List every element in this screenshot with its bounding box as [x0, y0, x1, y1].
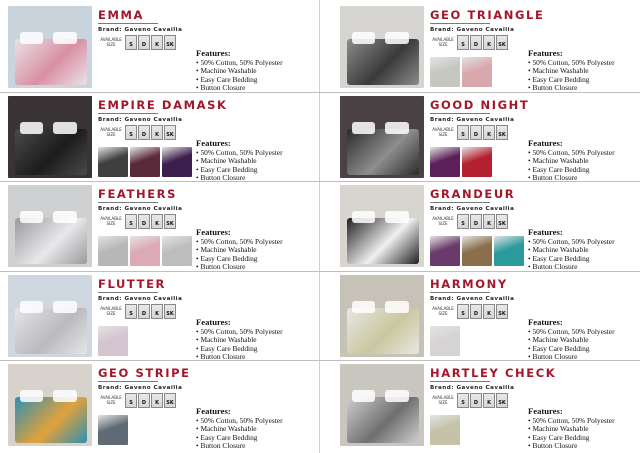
available-size-label: AVAILABLE SIZE	[100, 395, 122, 405]
size-options	[125, 304, 176, 319]
size-options	[125, 125, 176, 140]
colour-variant-thumbnails	[98, 147, 192, 177]
feature-item: • Machine Washable	[528, 336, 640, 345]
features-block	[528, 49, 640, 92]
feature-item: • Machine Washable	[528, 67, 640, 76]
bedroom-photo[interactable]	[8, 96, 92, 178]
feature-item: • 50% Cotton, 50% Polyester	[196, 328, 316, 337]
product-title: HARTLEY CHECK	[430, 366, 557, 380]
feature-item: • 50% Cotton, 50% Polyester	[528, 59, 640, 68]
colour-variant-thumbnail[interactable]	[430, 326, 460, 356]
colour-variant-thumbnail[interactable]	[98, 326, 128, 356]
colour-variant-thumbnails	[430, 326, 460, 356]
feature-item: • Button Closure	[196, 84, 316, 92]
feature-item: • Easy Care Bedding	[196, 345, 316, 354]
available-size-label: AVAILABLE SIZE	[100, 306, 122, 316]
product-card[interactable]	[340, 185, 640, 271]
product-title: EMPIRE DAMASK	[98, 98, 228, 112]
feature-item: • 50% Cotton, 50% Polyester	[196, 59, 316, 68]
feature-item: • 50% Cotton, 50% Polyester	[196, 417, 316, 426]
column-divider	[319, 0, 320, 453]
colour-variant-thumbnail[interactable]	[462, 147, 492, 177]
feature-item: • 50% Cotton, 50% Polyester	[528, 149, 640, 158]
row-divider	[0, 92, 640, 93]
feature-item: • Button Closure	[528, 442, 640, 450]
colour-variant-thumbnails	[430, 415, 460, 445]
features-block	[528, 318, 640, 361]
feature-item: • Easy Care Bedding	[528, 255, 640, 264]
size-option[interactable]: SK	[496, 304, 508, 319]
feature-item: • Easy Care Bedding	[528, 76, 640, 85]
product-card[interactable]	[8, 96, 316, 182]
size-option[interactable]: K	[151, 393, 163, 408]
features-heading: Features:	[196, 48, 231, 58]
brand-label: Brand: Gaveno Cavailia	[430, 296, 515, 302]
feature-item: • Button Closure	[196, 353, 316, 361]
size-option[interactable]: SK	[164, 393, 176, 408]
colour-variant-thumbnail[interactable]	[430, 147, 460, 177]
product-title: EMMA	[98, 8, 145, 22]
features-heading: Features:	[196, 406, 231, 416]
size-option[interactable]: D	[470, 214, 482, 229]
product-card[interactable]	[8, 6, 316, 92]
features-list	[196, 59, 316, 93]
size-options	[457, 214, 508, 229]
product-card[interactable]	[8, 364, 316, 450]
title-underline	[98, 381, 158, 382]
feature-item: • 50% Cotton, 50% Polyester	[528, 238, 640, 247]
colour-variant-thumbnail[interactable]	[162, 147, 192, 177]
features-block	[196, 407, 316, 450]
product-title: GOOD NIGHT	[430, 98, 530, 112]
feature-item: • Machine Washable	[196, 157, 316, 166]
feature-item: • Easy Care Bedding	[196, 255, 316, 264]
features-list	[196, 417, 316, 451]
size-option[interactable]: D	[138, 35, 150, 50]
feature-item: • Button Closure	[196, 263, 316, 271]
brand-label: Brand: Gaveno Cavailia	[98, 117, 183, 123]
feature-item: • Machine Washable	[528, 157, 640, 166]
feature-item: • 50% Cotton, 50% Polyester	[196, 149, 316, 158]
features-heading: Features:	[528, 227, 563, 237]
product-title: GEO STRIPE	[98, 366, 191, 380]
size-option[interactable]: SK	[164, 125, 176, 140]
colour-variant-thumbnail[interactable]	[494, 236, 524, 266]
features-heading: Features:	[196, 317, 231, 327]
size-option[interactable]: K	[483, 393, 495, 408]
title-underline	[98, 113, 158, 114]
feature-item: • Machine Washable	[528, 246, 640, 255]
product-card[interactable]	[340, 96, 640, 182]
available-size-label: AVAILABLE SIZE	[432, 127, 454, 137]
features-block	[196, 49, 316, 92]
size-option[interactable]: K	[151, 304, 163, 319]
size-option[interactable]: K	[151, 125, 163, 140]
features-list	[528, 328, 640, 362]
product-title: HARMONY	[430, 277, 508, 291]
title-underline	[98, 202, 158, 203]
brand-label: Brand: Gaveno Cavailia	[98, 27, 183, 33]
colour-variant-thumbnails	[430, 236, 524, 266]
bedroom-photo[interactable]	[340, 6, 424, 88]
colour-variant-thumbnails	[98, 236, 192, 266]
available-size-label: AVAILABLE SIZE	[100, 127, 122, 137]
features-block	[528, 407, 640, 450]
size-option[interactable]: S	[125, 304, 137, 319]
row-divider	[0, 271, 640, 272]
product-card[interactable]	[340, 275, 640, 361]
size-option[interactable]: K	[151, 214, 163, 229]
features-heading: Features:	[528, 48, 563, 58]
brand-label: Brand: Gaveno Cavailia	[98, 296, 183, 302]
feature-item: • 50% Cotton, 50% Polyester	[528, 328, 640, 337]
features-list	[196, 328, 316, 362]
size-options	[457, 125, 508, 140]
feature-item: • Easy Care Bedding	[528, 166, 640, 175]
bedroom-photo[interactable]	[8, 185, 92, 267]
feature-item: • 50% Cotton, 50% Polyester	[196, 238, 316, 247]
size-option[interactable]: S	[457, 125, 469, 140]
size-option[interactable]: K	[151, 35, 163, 50]
title-underline	[430, 202, 490, 203]
feature-item: • Easy Care Bedding	[196, 166, 316, 175]
colour-variant-thumbnail[interactable]	[98, 236, 128, 266]
brand-label: Brand: Gaveno Cavailia	[98, 385, 183, 391]
title-underline	[430, 381, 490, 382]
size-options	[457, 304, 508, 319]
features-list	[528, 417, 640, 451]
product-card[interactable]	[8, 275, 316, 361]
brand-label: Brand: Gaveno Cavailia	[98, 206, 183, 212]
size-option[interactable]: D	[470, 35, 482, 50]
features-block	[528, 139, 640, 182]
features-list	[528, 238, 640, 272]
feature-item: • Button Closure	[528, 353, 640, 361]
feature-item: • Easy Care Bedding	[528, 434, 640, 443]
features-heading: Features:	[528, 317, 563, 327]
size-option[interactable]: S	[125, 125, 137, 140]
feature-item: • Machine Washable	[196, 336, 316, 345]
feature-item: • Machine Washable	[196, 425, 316, 434]
colour-variant-thumbnail[interactable]	[162, 236, 192, 266]
size-option[interactable]: D	[470, 304, 482, 319]
size-option[interactable]: S	[457, 393, 469, 408]
size-option[interactable]: K	[483, 304, 495, 319]
size-option[interactable]: S	[457, 35, 469, 50]
product-title: GEO TRIANGLE	[430, 8, 545, 22]
title-underline	[430, 113, 490, 114]
feature-item: • Machine Washable	[528, 425, 640, 434]
product-card[interactable]	[340, 6, 640, 92]
size-option[interactable]: K	[483, 214, 495, 229]
colour-variant-thumbnail[interactable]	[430, 57, 460, 87]
features-heading: Features:	[196, 227, 231, 237]
bedroom-photo[interactable]	[340, 364, 424, 446]
product-title: FEATHERS	[98, 187, 177, 201]
colour-variant-thumbnail[interactable]	[430, 236, 460, 266]
size-option[interactable]: K	[483, 125, 495, 140]
bedroom-photo[interactable]	[340, 275, 424, 357]
size-option[interactable]: S	[125, 214, 137, 229]
size-option[interactable]: D	[138, 214, 150, 229]
bedroom-photo[interactable]	[8, 364, 92, 446]
brand-label: Brand: Gaveno Cavailia	[430, 117, 515, 123]
available-size-label: AVAILABLE SIZE	[432, 395, 454, 405]
bedroom-photo[interactable]	[340, 96, 424, 178]
available-size-label: AVAILABLE SIZE	[100, 37, 122, 47]
product-card[interactable]	[8, 185, 316, 271]
size-option[interactable]: SK	[164, 304, 176, 319]
size-option[interactable]: SK	[496, 214, 508, 229]
size-option[interactable]: D	[470, 125, 482, 140]
size-option[interactable]: SK	[164, 35, 176, 50]
size-option[interactable]: K	[483, 35, 495, 50]
size-options	[125, 35, 176, 50]
features-block	[196, 228, 316, 271]
feature-item: • Machine Washable	[196, 246, 316, 255]
size-options	[457, 393, 508, 408]
feature-item: • 50% Cotton, 50% Polyester	[528, 417, 640, 426]
features-block	[196, 139, 316, 182]
features-heading: Features:	[196, 138, 231, 148]
features-list	[196, 149, 316, 183]
size-option[interactable]: S	[457, 214, 469, 229]
feature-item: • Button Closure	[528, 174, 640, 182]
colour-variant-thumbnail[interactable]	[130, 236, 160, 266]
size-options	[457, 35, 508, 50]
feature-item: • Button Closure	[528, 263, 640, 271]
size-option[interactable]: D	[138, 125, 150, 140]
features-block	[528, 228, 640, 271]
features-list	[528, 149, 640, 183]
feature-item: • Machine Washable	[196, 67, 316, 76]
colour-variant-thumbnail[interactable]	[462, 57, 492, 87]
feature-item: • Easy Care Bedding	[196, 76, 316, 85]
product-title: GRANDEUR	[430, 187, 516, 201]
features-list	[528, 59, 640, 93]
bedroom-photo[interactable]	[8, 6, 92, 88]
brand-label: Brand: Gaveno Cavailia	[430, 385, 515, 391]
colour-variant-thumbnails	[98, 326, 128, 356]
features-heading: Features:	[528, 406, 563, 416]
available-size-label: AVAILABLE SIZE	[432, 306, 454, 316]
bedroom-photo[interactable]	[8, 275, 92, 357]
title-underline	[98, 23, 158, 24]
size-option[interactable]: SK	[496, 393, 508, 408]
feature-item: • Button Closure	[196, 174, 316, 182]
size-option[interactable]: SK	[496, 35, 508, 50]
available-size-label: AVAILABLE SIZE	[432, 37, 454, 47]
available-size-label: AVAILABLE SIZE	[432, 216, 454, 226]
colour-variant-thumbnails	[98, 415, 128, 445]
feature-item: • Button Closure	[528, 84, 640, 92]
colour-variant-thumbnails	[430, 57, 492, 87]
brand-label: Brand: Gaveno Cavailia	[430, 27, 515, 33]
product-card[interactable]	[340, 364, 640, 450]
title-underline	[430, 23, 490, 24]
title-underline	[430, 292, 490, 293]
product-title: FLUTTER	[98, 277, 166, 291]
feature-item: • Easy Care Bedding	[196, 434, 316, 443]
features-heading: Features:	[528, 138, 563, 148]
size-options	[125, 214, 176, 229]
size-option[interactable]: D	[138, 304, 150, 319]
size-option[interactable]: S	[125, 35, 137, 50]
size-options	[125, 393, 176, 408]
bedroom-photo[interactable]	[340, 185, 424, 267]
features-list	[196, 238, 316, 272]
size-option[interactable]: SK	[496, 125, 508, 140]
colour-variant-thumbnail[interactable]	[98, 147, 128, 177]
feature-item: • Easy Care Bedding	[528, 345, 640, 354]
size-option[interactable]: SK	[164, 214, 176, 229]
colour-variant-thumbnails	[430, 147, 492, 177]
colour-variant-thumbnail[interactable]	[430, 415, 460, 445]
brand-label: Brand: Gaveno Cavailia	[430, 206, 515, 212]
size-option[interactable]: S	[125, 393, 137, 408]
size-option[interactable]: S	[457, 304, 469, 319]
colour-variant-thumbnail[interactable]	[98, 415, 128, 445]
title-underline	[98, 292, 158, 293]
colour-variant-thumbnail[interactable]	[130, 147, 160, 177]
colour-variant-thumbnail[interactable]	[462, 236, 492, 266]
size-option[interactable]: D	[138, 393, 150, 408]
size-option[interactable]: D	[470, 393, 482, 408]
features-block	[196, 318, 316, 361]
available-size-label: AVAILABLE SIZE	[100, 216, 122, 226]
feature-item: • Button Closure	[196, 442, 316, 450]
